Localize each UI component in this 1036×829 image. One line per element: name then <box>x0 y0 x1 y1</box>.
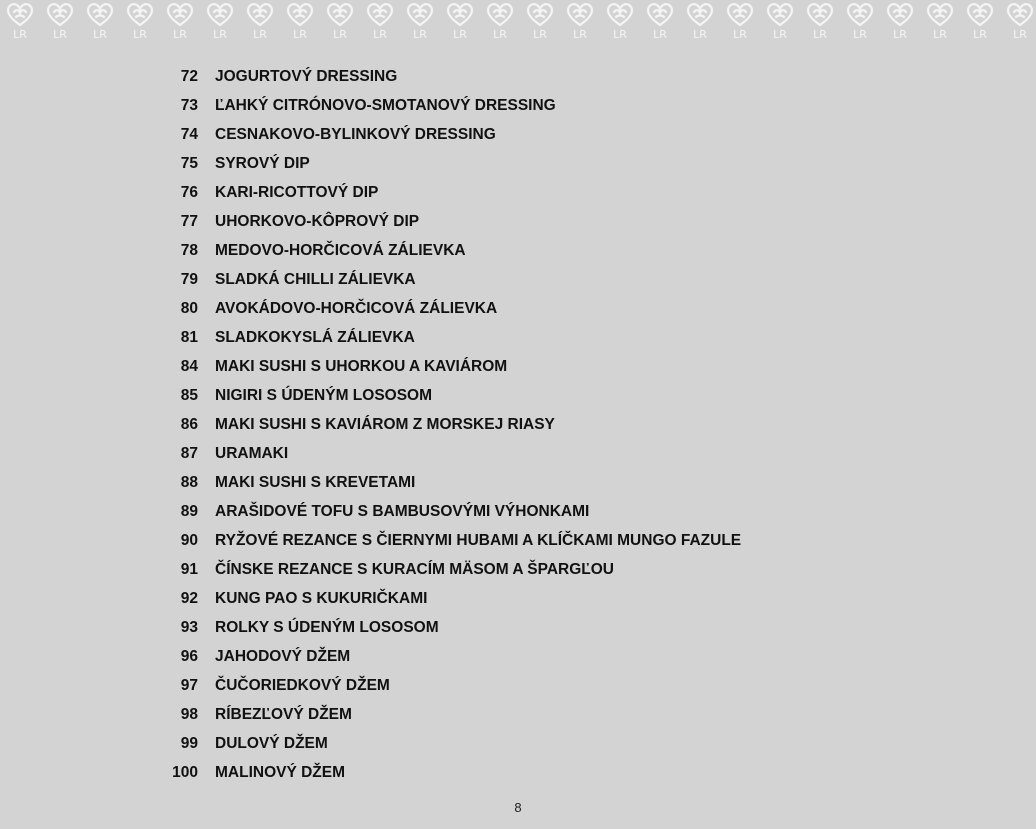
heart-flower-icon <box>284 0 316 28</box>
toc-title: ARAŠIDOVÉ TOFU S BAMBUSOVÝMI VÝHONKAMI <box>215 502 590 520</box>
lr-logo: LR <box>373 28 387 41</box>
toc-title: RYŽOVÉ REZANCE S ČIERNYMI HUBAMI A KLÍČKAMI MUNGO FAZULE <box>215 531 742 549</box>
toc-entry <box>166 729 741 758</box>
toc-page-number: 90 <box>180 531 198 549</box>
banner-motif-row <box>0 0 1036 50</box>
lr-logo: LR <box>653 28 667 41</box>
toc-title: MAKI SUSHI S KREVETAMI <box>215 473 416 491</box>
heart-flower-icon <box>484 0 516 28</box>
toc-page-number: 84 <box>180 357 198 375</box>
toc-entry <box>166 468 741 497</box>
decorative-header-banner <box>0 0 1036 52</box>
heart-flower-icon <box>4 0 36 28</box>
toc-page-number: 72 <box>180 67 198 85</box>
lr-logo: LR <box>333 28 347 41</box>
heart-flower-icon <box>964 0 996 28</box>
toc-page-number: 81 <box>180 328 198 346</box>
toc-entry <box>166 758 741 787</box>
toc-page-number: 100 <box>172 763 198 781</box>
banner-motif <box>240 0 280 50</box>
toc-title: CESNAKOVO-BYLINKOVÝ DRESSING <box>215 125 496 143</box>
toc-page-number: 80 <box>180 299 198 317</box>
toc-entry <box>166 497 741 526</box>
heart-flower-icon <box>644 0 676 28</box>
banner-motif <box>160 0 200 50</box>
toc-entry <box>166 700 741 729</box>
heart-flower-icon <box>204 0 236 28</box>
toc-entry <box>166 62 741 91</box>
banner-motif <box>360 0 400 50</box>
heart-flower-icon <box>724 0 756 28</box>
toc-entry <box>166 91 741 120</box>
lr-logo: LR <box>173 28 187 41</box>
toc-title: KUNG PAO S KUKURIČKAMI <box>215 589 428 607</box>
banner-motif <box>280 0 320 50</box>
toc-title: SYROVÝ DIP <box>215 154 310 172</box>
toc-entry <box>166 352 741 381</box>
toc-entry <box>166 410 741 439</box>
lr-logo: LR <box>413 28 427 41</box>
lr-logo: LR <box>1013 28 1027 41</box>
toc-entry <box>166 381 741 410</box>
lr-logo: LR <box>693 28 707 41</box>
lr-logo: LR <box>573 28 587 41</box>
toc-entry <box>166 613 741 642</box>
heart-flower-icon <box>604 0 636 28</box>
heart-flower-icon <box>884 0 916 28</box>
banner-motif <box>600 0 640 50</box>
banner-motif <box>80 0 120 50</box>
toc-title: ROLKY S ÚDENÝM LOSOSOM <box>215 618 439 636</box>
lr-logo: LR <box>853 28 867 41</box>
toc-entry <box>166 207 741 236</box>
toc-title: MALINOVÝ DŽEM <box>215 763 346 781</box>
heart-flower-icon <box>924 0 956 28</box>
toc-title: DULOVÝ DŽEM <box>215 734 328 752</box>
toc-page-number: 75 <box>180 154 198 172</box>
lr-logo: LR <box>493 28 507 41</box>
toc-entry <box>166 526 741 555</box>
banner-motif <box>320 0 360 50</box>
heart-flower-icon <box>404 0 436 28</box>
heart-flower-icon <box>524 0 556 28</box>
toc-entry <box>166 294 741 323</box>
toc-entry <box>166 178 741 207</box>
toc-entry <box>166 584 741 613</box>
toc-page-number: 92 <box>180 589 198 607</box>
heart-flower-icon <box>44 0 76 28</box>
lr-logo: LR <box>133 28 147 41</box>
banner-motif <box>480 0 520 50</box>
banner-motif <box>800 0 840 50</box>
toc-title: MAKI SUSHI S KAVIÁROM Z MORSKEJ RIASY <box>215 415 555 433</box>
lr-logo: LR <box>13 28 27 41</box>
lr-logo: LR <box>453 28 467 41</box>
toc-page-number: 79 <box>180 270 198 288</box>
heart-flower-icon <box>764 0 796 28</box>
toc-title: RÍBEZĽOVÝ DŽEM <box>215 705 352 723</box>
page-number: 8 <box>514 800 522 815</box>
banner-motif <box>880 0 920 50</box>
toc-page-number: 91 <box>180 560 198 578</box>
toc-page-number: 78 <box>180 241 198 259</box>
toc-title: URAMAKI <box>215 444 289 462</box>
lr-logo: LR <box>253 28 267 41</box>
heart-flower-icon <box>324 0 356 28</box>
lr-logo: LR <box>773 28 787 41</box>
toc-page-number: 76 <box>180 183 198 201</box>
banner-motif <box>120 0 160 50</box>
banner-motif <box>640 0 680 50</box>
toc-title: ČÍNSKE REZANCE S KURACÍM MÄSOM A ŠPARGĽOU <box>215 560 614 578</box>
banner-motif <box>680 0 720 50</box>
toc-entry <box>166 265 741 294</box>
lr-logo: LR <box>533 28 547 41</box>
toc-page-number: 85 <box>180 386 198 404</box>
lr-logo: LR <box>213 28 227 41</box>
toc-entry <box>166 149 741 178</box>
toc-title: KARI-RICOTTOVÝ DIP <box>215 183 379 201</box>
banner-motif <box>840 0 880 50</box>
heart-flower-icon <box>844 0 876 28</box>
heart-flower-icon <box>444 0 476 28</box>
lr-logo: LR <box>293 28 307 41</box>
heart-flower-icon <box>564 0 596 28</box>
heart-flower-icon <box>804 0 836 28</box>
toc-page-number: 77 <box>180 212 198 230</box>
heart-flower-icon <box>1004 0 1036 28</box>
banner-motif <box>560 0 600 50</box>
table-of-contents <box>166 62 741 787</box>
banner-motif <box>960 0 1000 50</box>
toc-entry <box>166 439 741 468</box>
toc-entry <box>166 236 741 265</box>
toc-entry <box>166 323 741 352</box>
banner-motif <box>0 0 40 50</box>
toc-entry <box>166 555 741 584</box>
banner-motif <box>720 0 760 50</box>
toc-title: NIGIRI S ÚDENÝM LOSOSOM <box>215 386 433 404</box>
banner-motif <box>400 0 440 50</box>
toc-page-number: 87 <box>180 444 198 462</box>
lr-logo: LR <box>933 28 947 41</box>
banner-motif <box>760 0 800 50</box>
toc-page-number: 88 <box>180 473 198 491</box>
toc-title: JAHODOVÝ DŽEM <box>215 647 351 665</box>
heart-flower-icon <box>164 0 196 28</box>
toc-entry <box>166 642 741 671</box>
toc-entry <box>166 671 741 700</box>
banner-motif <box>920 0 960 50</box>
toc-title: JOGURTOVÝ DRESSING <box>215 67 398 85</box>
toc-page-number: 73 <box>180 96 198 114</box>
lr-logo: LR <box>53 28 67 41</box>
toc-page-number: 98 <box>180 705 198 723</box>
lr-logo: LR <box>613 28 627 41</box>
heart-flower-icon <box>364 0 396 28</box>
heart-flower-icon <box>244 0 276 28</box>
lr-logo: LR <box>893 28 907 41</box>
toc-page-number: 74 <box>180 125 198 143</box>
toc-page-number: 99 <box>180 734 198 752</box>
lr-logo: LR <box>973 28 987 41</box>
toc-title: MAKI SUSHI S UHORKOU A KAVIÁROM <box>215 357 508 375</box>
toc-entry <box>166 120 741 149</box>
lr-logo: LR <box>813 28 827 41</box>
toc-title: SLADKOKYSLÁ ZÁLIEVKA <box>215 328 415 346</box>
banner-motif <box>520 0 560 50</box>
toc-page-number: 89 <box>180 502 198 520</box>
toc-page-number: 93 <box>180 618 198 636</box>
toc-title: ČUČORIEDKOVÝ DŽEM <box>215 676 390 694</box>
banner-motif <box>440 0 480 50</box>
banner-motif <box>40 0 80 50</box>
toc-title: AVOKÁDOVO-HORČICOVÁ ZÁLIEVKA <box>215 299 498 317</box>
toc-title: SLADKÁ CHILLI ZÁLIEVKA <box>215 270 416 288</box>
heart-flower-icon <box>684 0 716 28</box>
lr-logo: LR <box>733 28 747 41</box>
heart-flower-icon <box>124 0 156 28</box>
toc-page-number: 96 <box>180 647 198 665</box>
banner-motif <box>1000 0 1036 50</box>
toc-title: ĽAHKÝ CITRÓNOVO-SMOTANOVÝ DRESSING <box>215 96 556 114</box>
toc-page-number: 86 <box>180 415 198 433</box>
toc-title: MEDOVO-HORČICOVÁ ZÁLIEVKA <box>215 241 466 259</box>
banner-motif <box>200 0 240 50</box>
lr-logo: LR <box>93 28 107 41</box>
toc-title: UHORKOVO-KÔPROVÝ DIP <box>215 212 420 230</box>
heart-flower-icon <box>84 0 116 28</box>
toc-page-number: 97 <box>180 676 198 694</box>
